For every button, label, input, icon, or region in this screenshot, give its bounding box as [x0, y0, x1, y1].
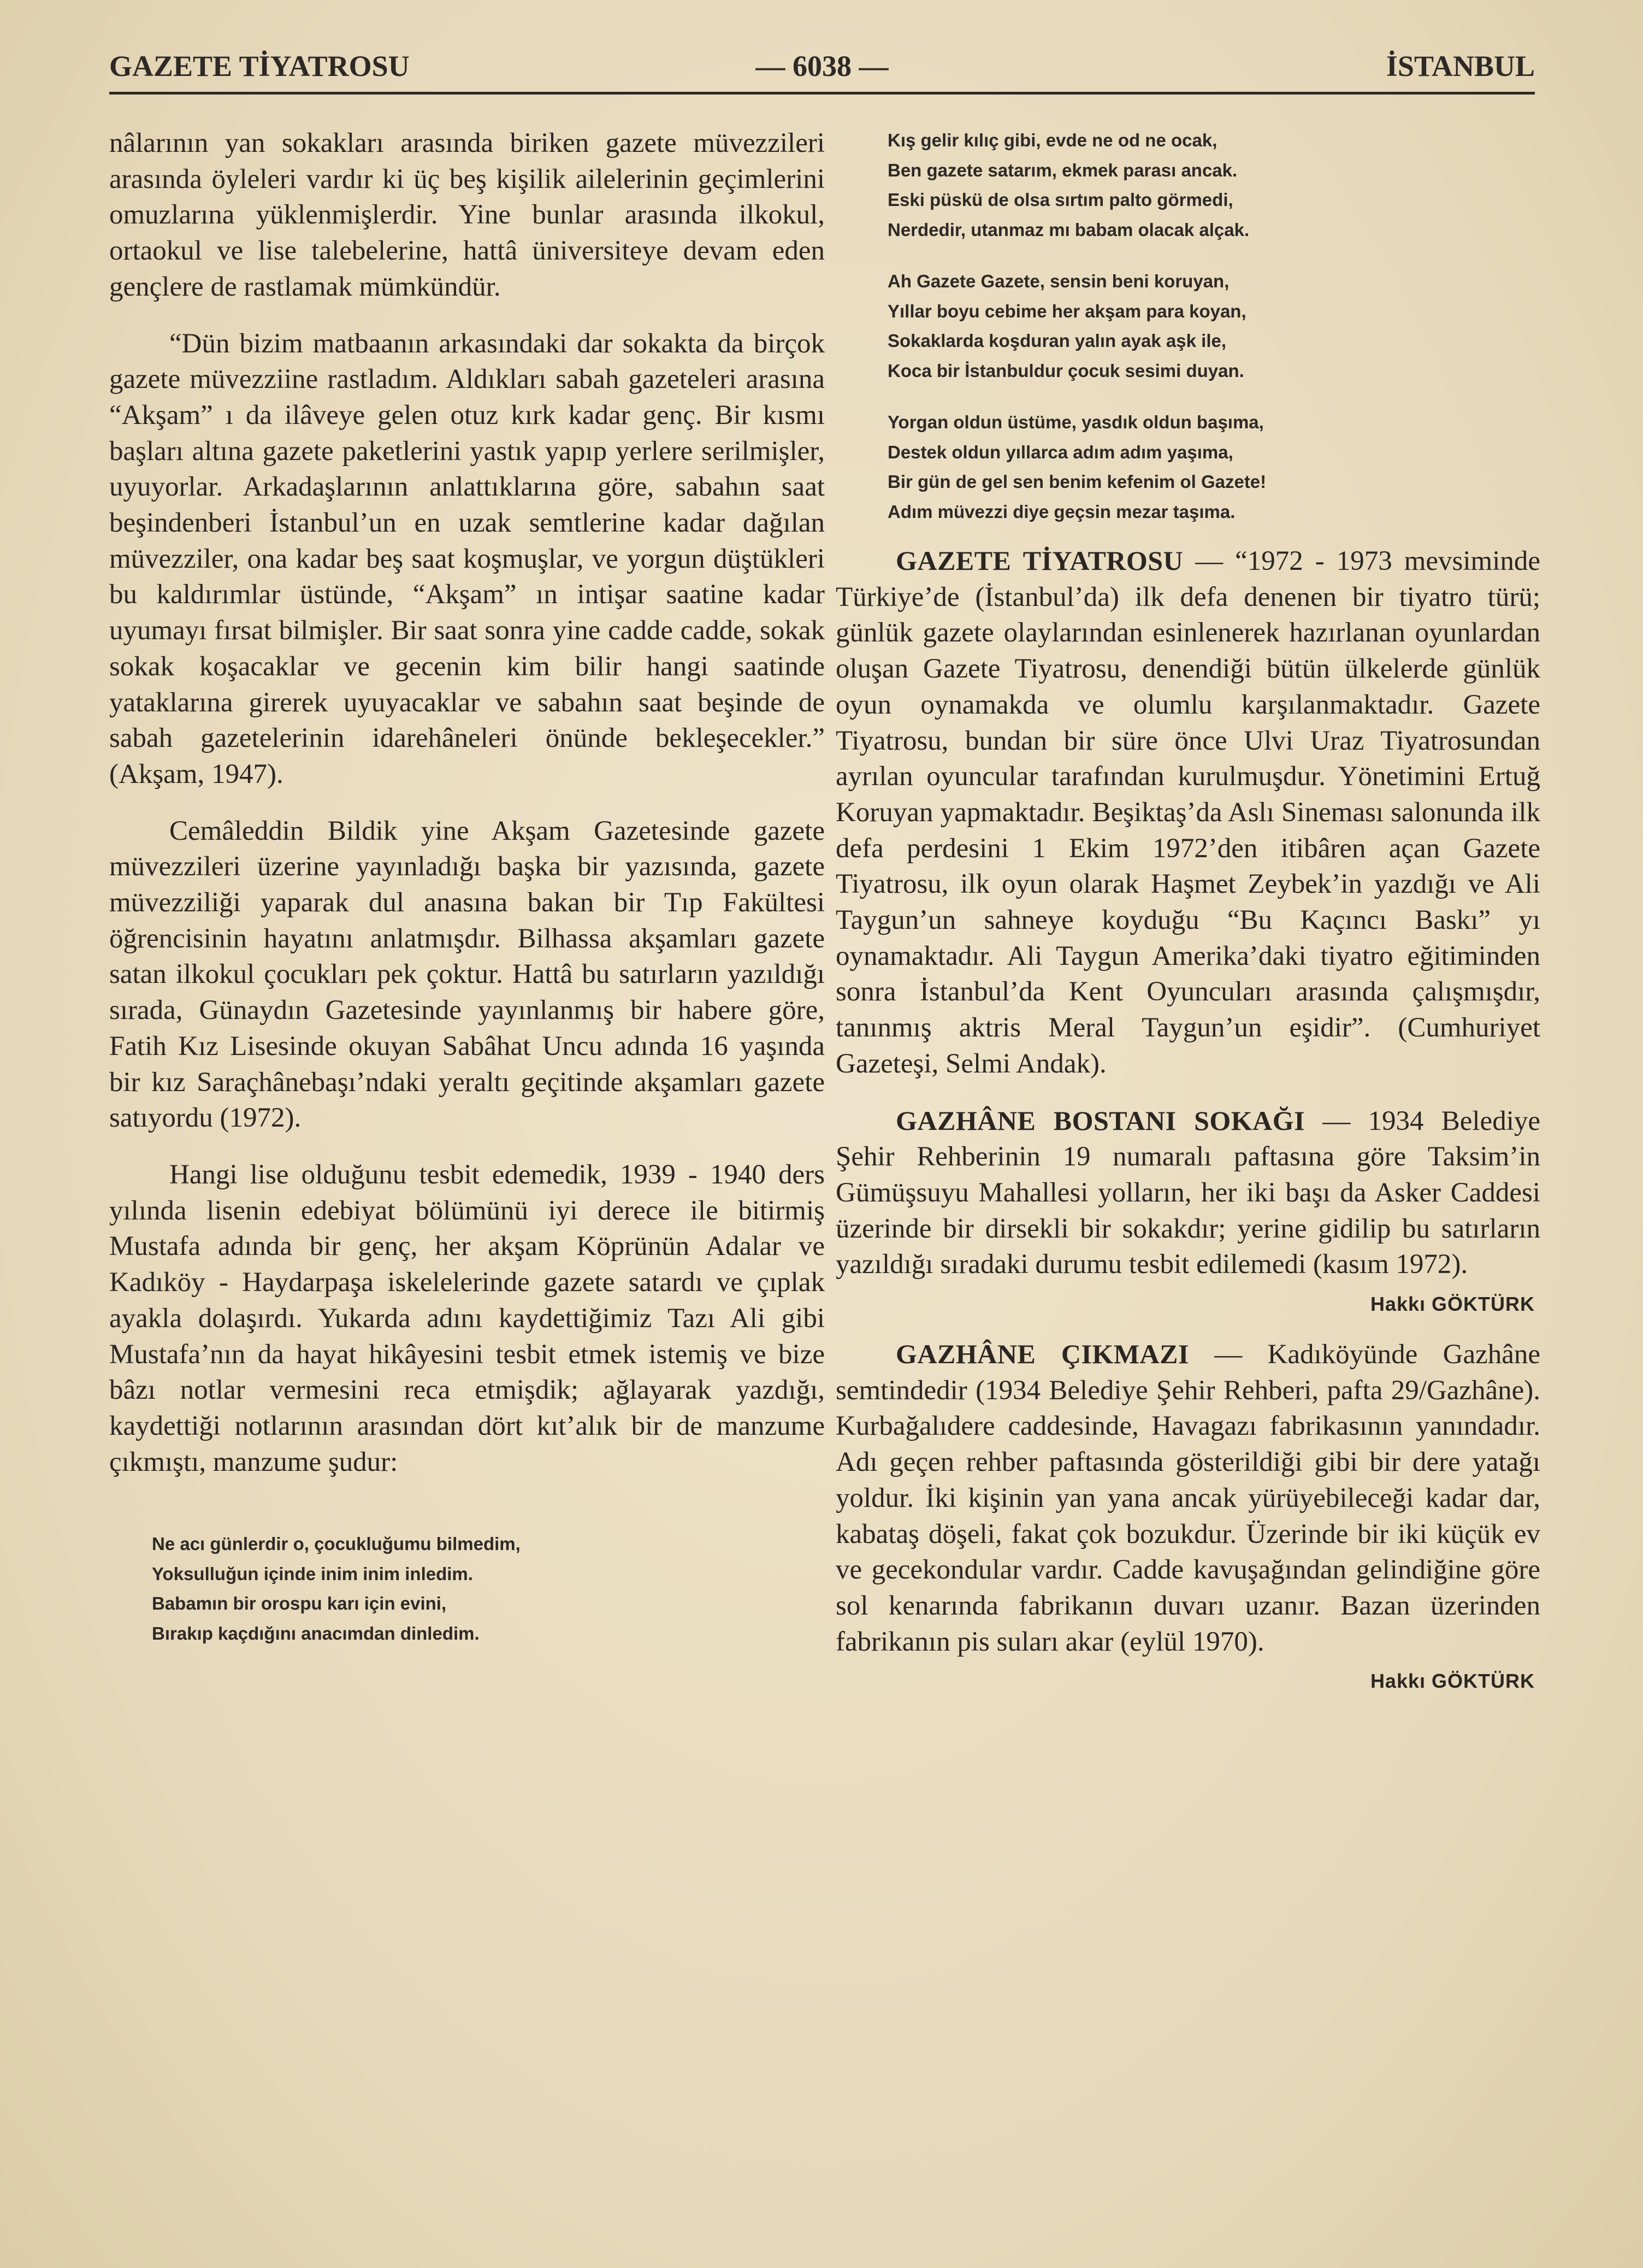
poem-stanza-1 — [109, 1529, 825, 1648]
poem-line: Ah Gazete Gazete, sensin beni koruyan, — [888, 271, 1230, 291]
entry-text: — “1972 - 1973 mevsiminde Türkiye’de (İstanbul’da) ilk defa denenen bir tiyatro türü; günlük gazete olaylarından esinlenerek hazırlanan oyunlardan oluşan Gazete Tiyatrosu, denendiği bütün ülkelerde günlük oyun oynamakda ve olumlu karşılanmaktadır. Gazete Tiyatrosu, bundan bir süre önce Ulvi Uraz Tiyatrosundan ayrılan oyuncular tarafından kurulmuşdur. Yönetimini Ertuğ Koruyan yapmaktadır. Beşiktaş’da Aslı Sineması salonunda ilk defa perdesini 1 Ekim 1972’den itibâren açan Gazete Tiyatrosu, ilk oyun olarak Haşmet Zeybek’in yazdığı ve Ali Taygun’un sahneye koyduğu “Bu Kaçıncı Baskı” yı oynamaktadır. Ali Taygun Amerika’daki tiyatro eğitiminden sonra İstanbul’da Kent Oyuncuları arasında çalışmışdır, tanınmış aktris Meral Taygun’un eşidir”. (Cumhuriyet Gazeteşi, Selmi Andak). — [836, 546, 1541, 1079]
poem-line: Eski püskü de olsa sırtım palto görmedi, — [888, 190, 1233, 210]
entry-term: GAZETE TİYATROSU — [896, 545, 1184, 576]
author-signature: Hakkı GÖKTÜRK — [1370, 1293, 1535, 1316]
poem-line: Ne acı günlerdir o, çocukluğumu bilmedim, — [152, 1534, 521, 1554]
paragraph-quote-aksam: “Dün bizim matbaanın arkasındaki dar sokakta da birçok gazete müvezziine rastladım. Aldıkları sabah gazeteleri arasına “Akşam” ı da ilâveye gelen otuz kırk kadar genç. Bir kısmı başları altına gazete paketlerini yastık yapıp yerlere serilmişler, uyuyorlar. Arkadaşlarının anlattıklarına göre, sabahın saat beşindenberi İstanbul’un en uzak semtlerine kadar dağılan müvezziler, ona kadar beş saat koşmuşlar, ve yorgun düştükleri bu kaldırımlar üstünde, “Akşam” ın intişar saatine kadar uyumayı fırsat bilmişler. Bir saat sonra yine cadde cadde, sokak sokak koşacaklar ve gecenin kim bilir hangi saatinde yataklarına girerek uyuyacaklar ve sabahın saat beşinde de sabah gazetelerinin idarehâneleri önünde bekleşecekler.” (Akşam, 1947). — [109, 328, 825, 790]
poem-stanza-4 — [888, 408, 1540, 527]
poem-line: Bir gün de gel sen benim kefenim ol Gazete! — [888, 472, 1267, 492]
header-section-title: GAZETE TİYATROSU — [109, 50, 410, 83]
entry-gazhane-cikmazi — [836, 1336, 1540, 1660]
poem-line: Sokaklarda koşduran yalın ayak aşk ile, — [888, 331, 1227, 351]
entry-gazete-tiyatrosu — [836, 543, 1540, 1082]
right-column — [836, 126, 1540, 1693]
poem-line: Adım müvezzi diye geçsin mezar taşıma. — [888, 501, 1236, 522]
poem-line: Destek oldun yıllarca adım adım yaşıma, — [888, 441, 1233, 462]
header-rule — [109, 92, 1535, 95]
header-page-number: — 6038 — — [755, 50, 889, 83]
entry-gazhane-bostani-sokagi — [836, 1103, 1540, 1283]
poem-line: Bırakıp kaçdığını anacımdan dinledim. — [152, 1623, 480, 1643]
poem-line: Ben gazete satarım, ekmek parası ancak. — [888, 160, 1238, 180]
entry-term: GAZHÂNE ÇIKMAZI — [896, 1339, 1189, 1370]
paragraph-continuation: nâlarının yan sokakları arasında biriken gazete müvezzileri arasında öyleleri vardır ki üç beş kişilik ailelerinin geçimlerini omuzlarına yüklenmişlerdir. Yine bunlar arasında ilkokul, ortaokul ve lise talebelerine, hattâ üniversiteye devam eden gençlere de rastlamak mümkündür. — [109, 128, 825, 302]
paragraph-bildik: Cemâleddin Bildik yine Akşam Gazetesinde gazete müvezzileri üzerine yayınladığı başka bir yazısında, gazete müvezziliği yaparak dul anasına bakan bir Tıp Fakültesi öğrencisinin hayatını anlatmışdır. Bilhassa akşamları gazete satan ilkokul çocukları pek çoktur. Hattâ bu satırların yazıldığı sırada, Günaydın Gazetesinde yayınlanmış bir habere göre, Fatih Kız Lisesinde okuyan Sabâhat Uncu adında 16 yaşında bir kız Saraçhânebaşı’ndaki yeraltı geçitinde akşamları gazete satıyordu (1972). — [109, 815, 825, 1134]
poem-line: Yıllar boyu cebime her akşam para koyan, — [888, 301, 1246, 321]
paragraph-mustafa: Hangi lise olduğunu tesbit edemedik, 1939 - 1940 ders yılında lisenin edebiyat bölümünü iyi derece ile bitirmiş Mustafa adında bir genç, her akşam Köprünün Adalar ve Kadıköy - Haydarpaşa iskelelerinde gazete satardı ve çıplak ayakla dolaşırdı. Yukarda adını kaydettiğimiz Tazı Ali gibi Mustafa’nın da hayat hikâyesini tesbit etmek istemiş ve bize bâzı notlar vermesini reca etmişdik; ağlayarak yazdığı, kaydettiği notlarının arasından dört kıt’alık bir de manzume çıkmıştı, manzume şudur: — [109, 1159, 825, 1477]
poem-line: Koca bir İstanbuldur çocuk sesimi duyan. — [888, 360, 1244, 381]
poem-line: Yorgan oldun üstüme, yasdık oldun başıma, — [888, 412, 1264, 432]
poem-line: Yoksulluğun içinde inim inim inledim. — [152, 1563, 473, 1584]
left-column — [109, 126, 825, 1648]
poem-line: Nerdedir, utanmaz mı babam olacak alçak. — [888, 219, 1250, 240]
poem-line: Babamın bir orospu karı için evini, — [152, 1593, 447, 1614]
poem-continuation — [836, 126, 1540, 527]
poem-line: Kış gelir kılıç gibi, evde ne od ne ocak, — [888, 130, 1218, 150]
author-signature: Hakkı GÖKTÜRK — [1370, 1670, 1535, 1693]
entry-text: — 1934 Belediye Şehir Rehberinin 19 numaralı paftasına göre Taksim’in Gümüşsuyu Mahallesi yolların, her iki başı da Asker Caddesi üzerinde bir dirsekli bir sokakdır; yerine gidilip bu satırların yazıldığı sıradaki durumu tesbit edilemedi (kasım 1972). — [836, 1105, 1540, 1280]
entry-text: — Kadıköyünde Gazhâne semtindedir (1934 Belediye Şehir Rehberi, pafta 29/Gazhâne). Kurbağalıdere caddesinde, Havagazı fabrikasının yanındadır. Adı geçen rehber paftasında gösterildiği gibi bir dere yatağı yoldur. İki kişinin yan yana ancak yürüyebileceği kadar dar, kabataş döşeli, fakat çok bozukdur. Üzerinde bir iki küçük ev ve gecekondular vardır. Cadde kavuşağından gelindiğine göre sol kenarında fabrikanın duvarı uzanır. Bazan üzerinden fabrikanın pis suları akar (eylül 1970). — [836, 1339, 1540, 1657]
entry-term: GAZHÂNE BOSTANI SOKAĞI — [896, 1105, 1305, 1136]
poem-stanza-3 — [888, 267, 1540, 386]
poem-stanza-2 — [888, 126, 1540, 245]
running-header — [109, 49, 1535, 93]
header-encyclopedia-title: İSTANBUL — [1386, 50, 1535, 83]
